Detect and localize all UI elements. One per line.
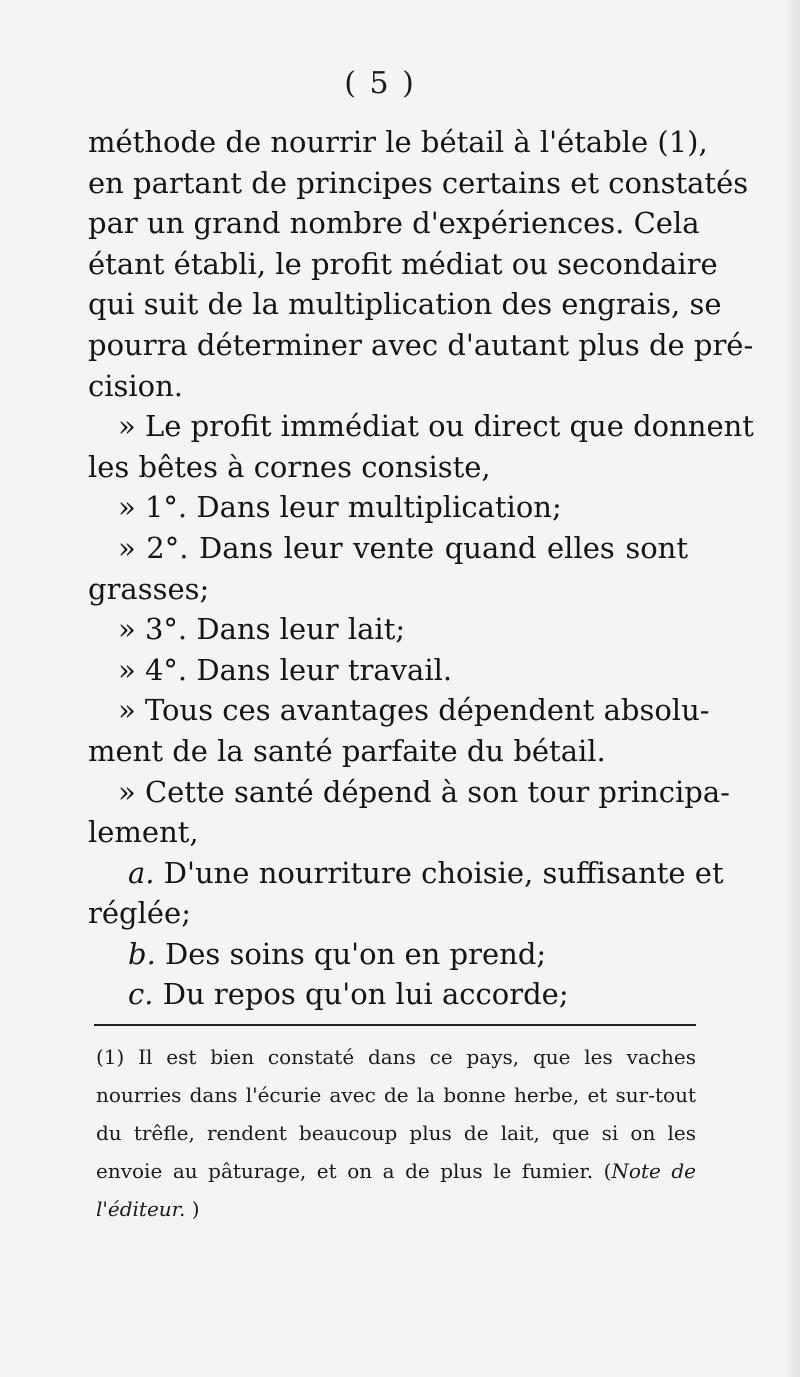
list-text: D'une nourriture choisie, suffisante et <box>163 855 724 890</box>
text-line: ment de la santé parfaite du bétail. <box>88 733 606 768</box>
page-edge-shadow <box>782 0 800 1377</box>
list-label: a. <box>128 855 155 890</box>
text-line: étant établi, le profit médiat ou secondaire <box>88 246 718 281</box>
list-text: Du repos qu'on lui accorde; <box>162 977 569 1012</box>
list-item-c <box>88 974 688 1015</box>
footnote <box>96 1038 696 1228</box>
page-number: ( 5 ) <box>344 66 416 101</box>
footnote-line: nourries dans l'écurie avec de la bonne herbe, et sur-tout <box>96 1083 696 1107</box>
footnote-text: ) <box>185 1197 200 1221</box>
text-line: en partant de principes certains et constatés <box>88 165 749 200</box>
footnote-italic: l'éditeur. <box>96 1197 186 1221</box>
text-line: » Tous ces avantages dépendent absolu- <box>118 693 710 728</box>
list-item-b <box>88 934 688 975</box>
list-text: Des soins qu'on en prend; <box>165 936 547 971</box>
text-line: grasses; <box>88 571 210 606</box>
text-line: pourra déterminer avec d'autant plus de pré- <box>88 327 754 362</box>
footnote-italic: Note de <box>611 1159 696 1183</box>
text-line: lement, <box>88 815 199 850</box>
text-line: cision. <box>88 368 184 403</box>
text-line: qui suit de la multiplication des engrais, se <box>88 287 722 322</box>
text-line: » 1°. Dans leur multiplication; <box>118 490 562 525</box>
list-text: réglée; <box>88 896 191 931</box>
text-line: les bêtes à cornes consiste, <box>88 449 491 484</box>
text-line: » Le profit immédiat ou direct que donnent <box>118 409 754 444</box>
list-item-a <box>88 853 724 894</box>
footnote-text: envoie au pâturage, et on a de plus le fumier. ( <box>96 1159 612 1183</box>
text-line: » 3°. Dans leur lait; <box>118 612 406 647</box>
text-line: » Cette santé dépend à son tour principa- <box>118 774 730 809</box>
footnote-divider <box>94 1024 696 1026</box>
text-line: » 4°. Dans leur travail. <box>118 652 453 687</box>
list-item-a-cont <box>88 893 688 934</box>
text-line: » 2°. Dans leur vente quand elles sont <box>118 530 688 565</box>
footnote-line <box>96 1190 696 1228</box>
list-label: b. <box>128 936 156 971</box>
list-label: c. <box>128 977 154 1012</box>
footnote-line <box>96 1152 696 1190</box>
footnote-line: du trêfle, rendent beaucoup plus de lait, que si on les <box>96 1121 696 1145</box>
footnote-line: (1) Il est bien constaté dans ce pays, que les vaches <box>96 1045 696 1069</box>
main-text <box>88 122 754 1015</box>
text-line: méthode de nourrir le bétail à l'étable (1), <box>88 125 708 159</box>
text-line: par un grand nombre d'expériences. Cela <box>88 206 700 241</box>
